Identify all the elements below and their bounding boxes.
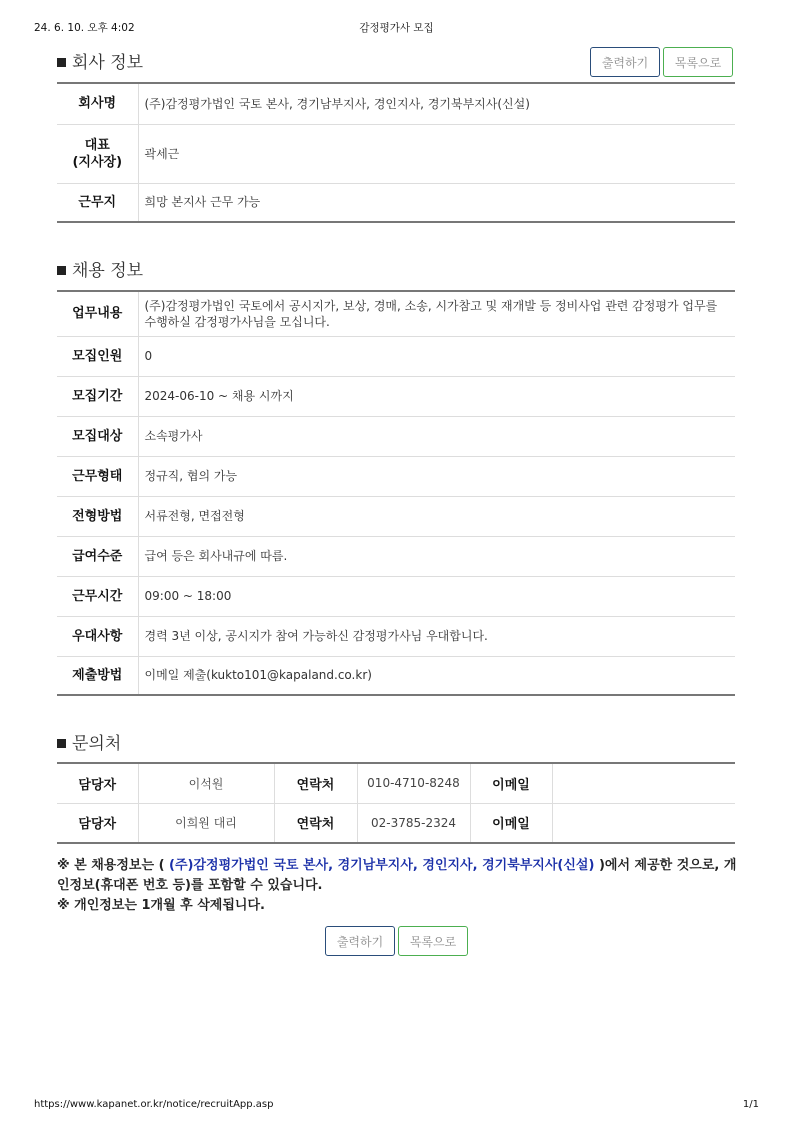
- manager-label: 담당자: [57, 803, 138, 843]
- table-row: [57, 416, 735, 456]
- submission-method-label: 제출방법: [57, 656, 138, 695]
- recruit-section-title: 채용 정보: [57, 256, 143, 281]
- table-row: [57, 763, 735, 803]
- table-row: [57, 576, 735, 616]
- working-hours-label: 근무시간: [57, 576, 138, 616]
- table-row: [57, 83, 735, 124]
- table-row: [57, 124, 735, 183]
- company-info-table: [57, 82, 735, 223]
- working-hours-value: 09:00 ~ 18:00: [138, 576, 735, 616]
- table-row: [57, 803, 735, 843]
- page-number: 1/1: [742, 1099, 759, 1110]
- period-label: 모집기간: [57, 376, 138, 416]
- table-row: [57, 291, 735, 336]
- table-row: [57, 536, 735, 576]
- phone-label: 연락처: [274, 763, 357, 803]
- table-row: [57, 183, 735, 222]
- print-header: [34, 20, 759, 34]
- preference-value: 경력 3년 이상, 공시지가 참여 가능하신 감정평가사님 우대합니다.: [138, 616, 735, 656]
- headcount-label: 모집인원: [57, 336, 138, 376]
- company-name-label: 회사명: [57, 83, 138, 124]
- privacy-notice: [57, 856, 747, 916]
- job-description-value: (주)감정평가법인 국토에서 공시지가, 보상, 경매, 소송, 시가참고 및 재개발 등 정비사업 관련 감정평가 업무를 수행하실 감정평가사님을 모십니다.: [138, 291, 735, 336]
- print-date: 24. 6. 10. 오후 4:02: [34, 22, 135, 34]
- submission-method-value: 이메일 제출(kukto101@kapaland.co.kr): [144, 668, 372, 683]
- manager-name: 이희원 대리: [138, 803, 274, 843]
- square-bullet-icon: [57, 58, 66, 67]
- recruit-info-table: [57, 290, 735, 696]
- list-button-bottom[interactable]: 목록으로: [398, 926, 468, 956]
- selection-method-label: 전형방법: [57, 496, 138, 536]
- email-label: 이메일: [470, 763, 552, 803]
- target-label: 모집대상: [57, 416, 138, 456]
- representative-value: 곽세근: [138, 124, 735, 183]
- preference-label: 우대사항: [57, 616, 138, 656]
- table-row: [57, 456, 735, 496]
- period-value: 2024-06-10 ~ 채용 시까지: [138, 376, 735, 416]
- email-value: [552, 803, 735, 843]
- list-button-top[interactable]: 목록으로: [663, 47, 733, 77]
- manager-name: 이석원: [138, 763, 274, 803]
- print-button-bottom[interactable]: 출력하기: [325, 926, 395, 956]
- notice-company-name: (주)감정평가법인 국토 본사, 경기남부지사, 경인지사, 경기북부지사(신설): [169, 858, 595, 873]
- contact-section-title: 문의처: [57, 729, 121, 754]
- job-description-label: 업무내용: [57, 291, 138, 336]
- representative-label: 대표 (지사장): [57, 124, 138, 183]
- table-row: [57, 616, 735, 656]
- square-bullet-icon: [57, 266, 66, 275]
- employment-type-label: 근무형태: [57, 456, 138, 496]
- email-value: [552, 763, 735, 803]
- phone-value: 010-4710-8248: [357, 763, 470, 803]
- company-section-title: 회사 정보: [57, 48, 143, 73]
- target-value: 소속평가사: [138, 416, 735, 456]
- print-footer: [34, 1099, 759, 1113]
- headcount-value: 0: [138, 336, 735, 376]
- workplace-value: 희망 본지사 근무 가능: [144, 195, 261, 210]
- print-title: 감정평가사 모집: [359, 22, 434, 34]
- salary-label: 급여수준: [57, 536, 138, 576]
- phone-label: 연락처: [274, 803, 357, 843]
- email-label: 이메일: [470, 803, 552, 843]
- table-row: [57, 656, 735, 695]
- manager-label: 담당자: [57, 763, 138, 803]
- contact-table: [57, 762, 735, 844]
- workplace-label: 근무지: [57, 183, 138, 222]
- print-button-top[interactable]: 출력하기: [590, 47, 660, 77]
- salary-value: 급여 등은 회사내규에 따름.: [138, 536, 735, 576]
- selection-method-value: 서류전형, 면접전형: [138, 496, 735, 536]
- notice-line-1: ※ 본 채용정보는 ( (주)감정평가법인 국토 본사, 경기남부지사, 경인지사, 경기북부지사(신설) )에서 제공한 것으로, 개인정보(휴대폰 번호 등)를 포함할 수 있습니다.: [57, 858, 737, 893]
- table-row: [57, 496, 735, 536]
- table-row: [57, 336, 735, 376]
- print-url: https://www.kapanet.or.kr/notice/recruitApp.asp: [34, 1099, 274, 1110]
- company-name-value: (주)감정평가법인 국토 본사, 경기남부지사, 경인지사, 경기북부지사(신설): [138, 83, 735, 124]
- table-row: [57, 376, 735, 416]
- square-bullet-icon: [57, 739, 66, 748]
- phone-value: 02-3785-2324: [357, 803, 470, 843]
- employment-type-value: 정규직, 협의 가능: [138, 456, 735, 496]
- notice-line-2: ※ 개인정보는 1개월 후 삭제됩니다.: [57, 898, 265, 913]
